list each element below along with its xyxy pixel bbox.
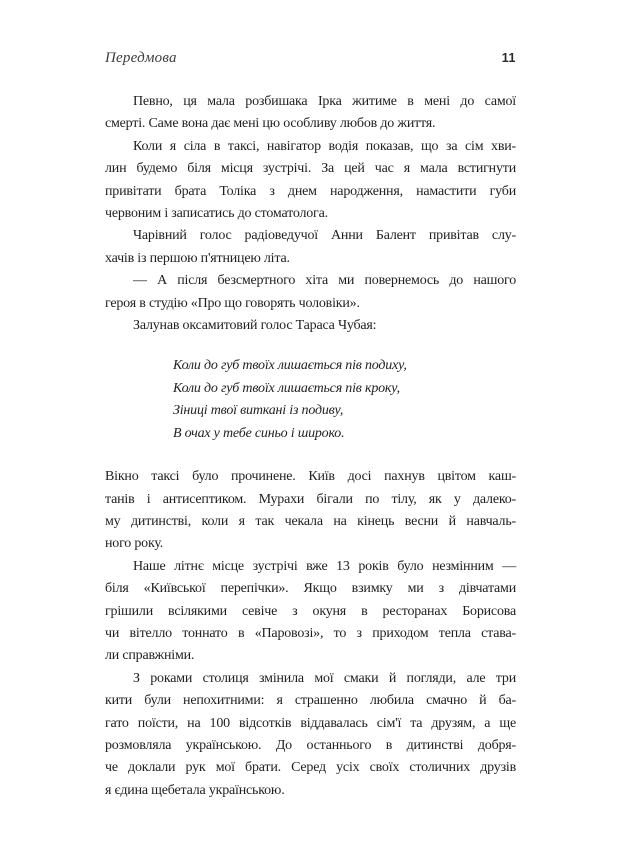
- verse-line: Коли до губ твоїх лишається пів кроку,: [173, 380, 400, 396]
- text-line: танів і антисептиком. Мурахи бігали по тілу, як у далеко-: [105, 491, 516, 507]
- text-line: привітати брата Толіка з днем народження, намастити губи: [105, 183, 516, 199]
- verse-line: В очах у тебе синьо і широко.: [173, 425, 345, 441]
- text-line: героя в студію «Про що говорять чоловіки».: [105, 295, 360, 311]
- text-line: лин будемо біля місця зустрічі. За цей час я мала встигнути: [105, 161, 516, 177]
- text-line: — А після безсмертного хіта ми повернемось до нашого: [133, 273, 516, 289]
- section-title: Передмова: [105, 50, 177, 66]
- text-line: ного року.: [105, 536, 164, 552]
- text-line: Наше літнє місце зустрічі вже 13 років було незмінним —: [133, 558, 516, 574]
- text-line: Залунав оксамитовий голос Тараса Чубая:: [133, 318, 377, 334]
- text-line: Певно, ця мала розбишака Ірка житиме в мені до самої: [133, 94, 516, 109]
- running-head: [105, 50, 516, 69]
- verse-line: Коли до губ твоїх лишається пів подиху,: [173, 358, 407, 374]
- text-line: З роками столиця змінила мої смаки й погляди, але три: [133, 670, 516, 686]
- text-line: Чарівний голос радіоведучої Анни Балент привітав слу-: [133, 228, 516, 244]
- text-line: грішили всілякими севіче з окуня в ресторанах Борисова: [105, 603, 516, 619]
- paragraph: [105, 556, 516, 668]
- text-line: кити були непохитними: я страшенно любила смачно й ба-: [105, 693, 516, 709]
- text-line: я єдина щебетала українською.: [105, 782, 285, 798]
- text-line: Коли я сіла в таксі, навігатор водія показав, що за сім хви-: [133, 138, 516, 154]
- page-number: 11: [501, 51, 516, 65]
- page-content: [105, 50, 516, 802]
- text-line: біля «Київської перепічки». Якщо взимку ми з дівчатами: [105, 581, 516, 597]
- text-line: гато поїсти, на 100 відсотків віддавалась сім'ї та друзям, а ще: [105, 715, 516, 731]
- text-line: ли справжніми.: [105, 648, 195, 664]
- paragraph: [105, 91, 516, 136]
- text-line: Вікно таксі було прочинене. Київ досі пахнув цвітом каш-: [105, 469, 516, 485]
- paragraph: [105, 225, 516, 270]
- text-line: че доклали рук мої брати. Серед усіх своїх столичних друзів: [105, 760, 516, 776]
- paragraph: [105, 668, 516, 802]
- verse-line: Зіниці твої виткані із подиву,: [173, 403, 344, 419]
- paragraph: [105, 466, 516, 556]
- text-line: червоним і записатись до стоматолога.: [105, 206, 328, 222]
- text-line: смерті. Саме вона дає мені цю особливу любов до життя.: [105, 116, 436, 132]
- text-line: хачів із першою п'ятницею літа.: [105, 250, 290, 266]
- text-line: му дитинстві, коли я так чекала на кінець весни й навчаль-: [105, 513, 516, 529]
- text-body: [105, 91, 516, 802]
- text-line: чи вітелло тоннато в «Паровозі», то з приходом тепла става-: [105, 625, 516, 641]
- verse-block: [173, 355, 516, 445]
- paragraph: [105, 270, 516, 315]
- paragraph: [105, 136, 516, 226]
- paragraph: [105, 315, 516, 337]
- text-line: розмовляла українською. До останнього в дитинстві добря-: [105, 737, 516, 753]
